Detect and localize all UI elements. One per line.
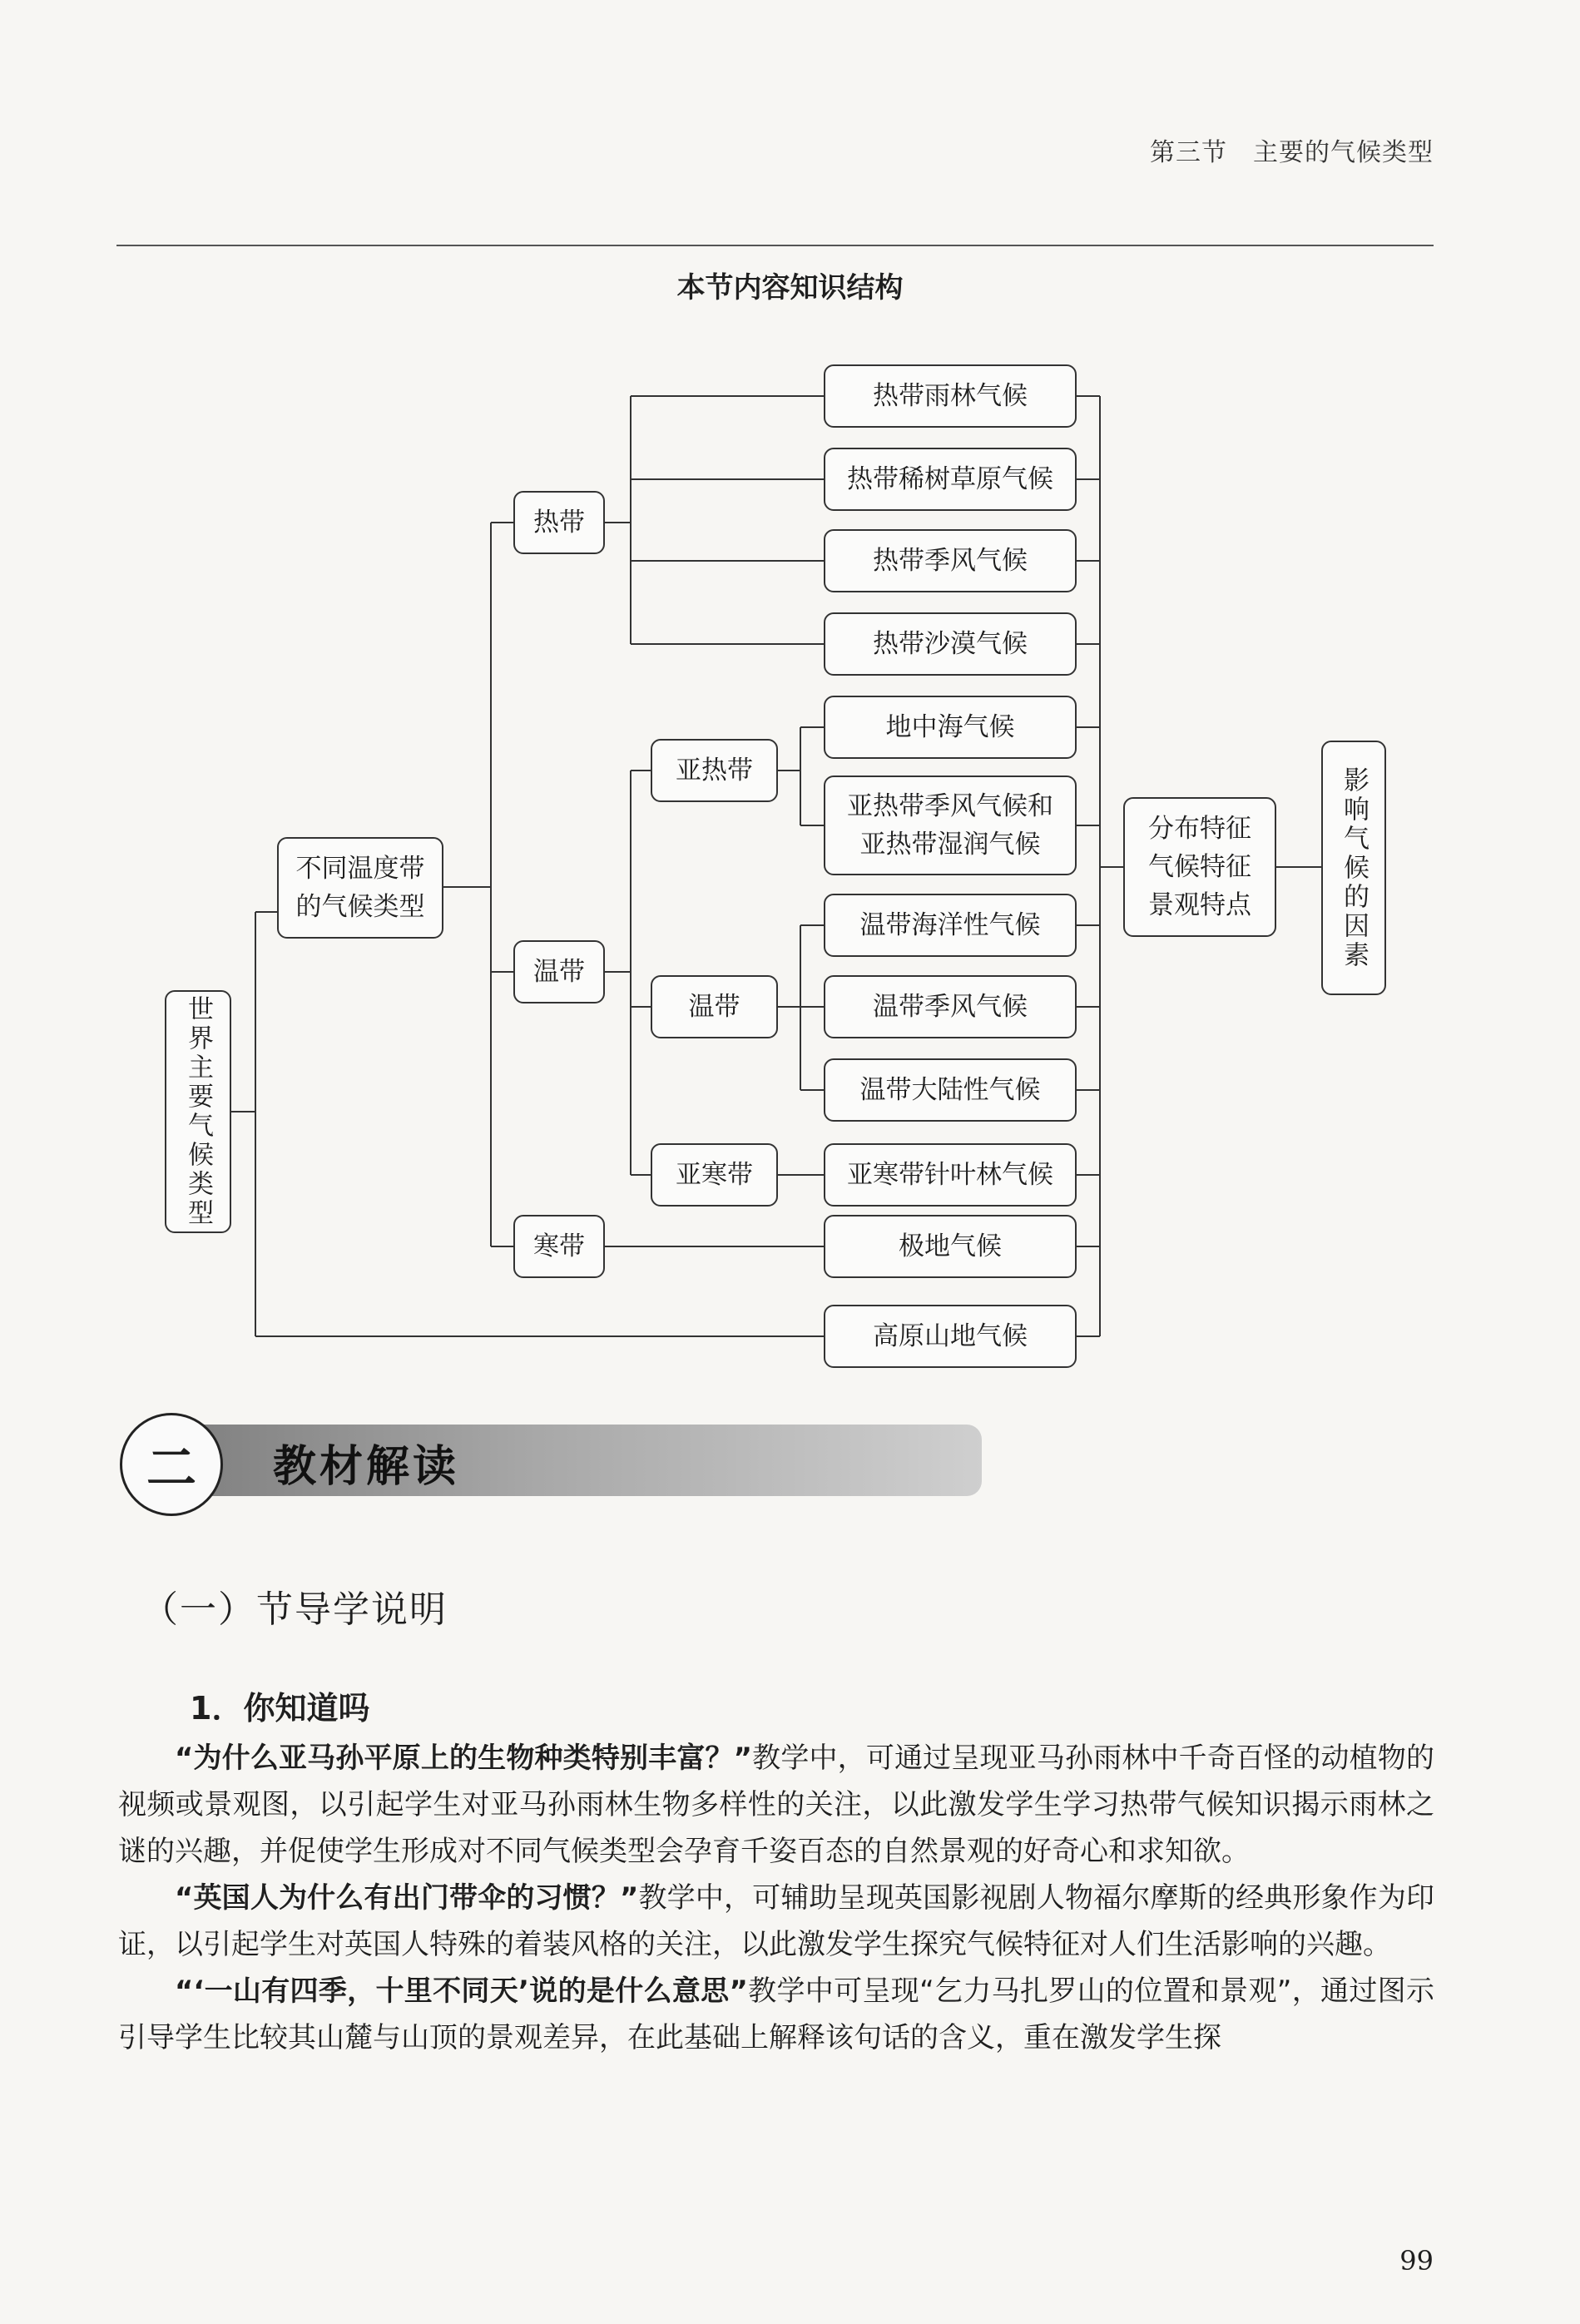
section-title: 教材解读 bbox=[273, 1442, 460, 1492]
paragraph-3-question: “‘一山有四季，十里不同天’说的是什么意思” bbox=[175, 1975, 748, 2008]
header-rule bbox=[116, 245, 1434, 246]
node-temperature-zone-types: 不同温度带 的气候类型 bbox=[277, 837, 443, 939]
diagram-title: 本节内容知识结构 bbox=[676, 271, 904, 305]
node-temperate: 温带 bbox=[513, 940, 605, 1003]
paragraph-2 bbox=[118, 1875, 1434, 1968]
paragraph-1 bbox=[118, 1735, 1434, 1875]
node-subarctic: 亚寒带 bbox=[651, 1143, 778, 1207]
section-number: 二 bbox=[120, 1413, 223, 1516]
node-temperate-sub: 温带 bbox=[651, 975, 778, 1038]
page-number: 99 bbox=[1399, 2245, 1434, 2277]
node-root: 世界主要气候类型 bbox=[165, 990, 231, 1233]
paragraph-1-text: 教学中，可通过呈现亚马孙雨林中千奇百怪的动植物的视频或景观图，以引起学生对亚马孙雨林生物多样性的关注，以此激发学生学习热带气候知识揭示雨林之谜的兴趣，并促使学生形成对不同气候类型会孕育千姿百态的自然景观的好奇心和求知欲。 bbox=[118, 1742, 1434, 1868]
node-temperate-continental: 温带大陆性气候 bbox=[824, 1058, 1077, 1122]
knowledge-structure-diagram bbox=[0, 316, 1580, 1398]
paragraph-1-question: “为什么亚马孙平原上的生物种类特别丰富？” bbox=[175, 1742, 753, 1775]
node-highland: 高原山地气候 bbox=[824, 1305, 1077, 1368]
node-polar: 极地气候 bbox=[824, 1215, 1077, 1278]
body-text bbox=[118, 1735, 1434, 2061]
section-banner bbox=[116, 1406, 982, 1514]
node-frigid: 寒带 bbox=[513, 1215, 605, 1278]
paragraph-3 bbox=[118, 1968, 1434, 2061]
node-influencing-factors: 影响气候的因素 bbox=[1321, 741, 1386, 995]
node-savanna: 热带稀树草原气候 bbox=[824, 448, 1077, 511]
paragraph-2-text: 教学中，可辅助呈现英国影视剧人物福尔摩斯的经典形象作为印证，以引起学生对英国人特殊的着装风格的关注，以此激发学生探究气候特征对人们生活影响的兴趣。 bbox=[118, 1881, 1434, 1961]
node-temperate-monsoon: 温带季风气候 bbox=[824, 975, 1077, 1038]
paragraph-3-text: 教学中可呈现“乞力马扎罗山的位置和景观”，通过图示引导学生比较其山麓与山顶的景观差异，在此基础上解释该句话的含义，重在激发学生探 bbox=[118, 1975, 1434, 2054]
node-taiga: 亚寒带针叶林气候 bbox=[824, 1143, 1077, 1207]
node-features: 分布特征 气候特征 景观特点 bbox=[1123, 797, 1276, 937]
subsection-heading: （一）节导学说明 bbox=[141, 1588, 448, 1631]
node-rainforest: 热带雨林气候 bbox=[824, 364, 1077, 428]
node-tropical-desert: 热带沙漠气候 bbox=[824, 612, 1077, 676]
paragraph-2-question: “英国人为什么有出门带伞的习惯？” bbox=[175, 1881, 639, 1915]
item-heading: 1．你知道吗 bbox=[190, 1690, 370, 1727]
node-mediterranean: 地中海气候 bbox=[824, 696, 1077, 759]
node-subtropical: 亚热带 bbox=[651, 739, 778, 802]
node-temperate-marine: 温带海洋性气候 bbox=[824, 894, 1077, 957]
node-tropical: 热带 bbox=[513, 491, 605, 554]
node-subtropical-monsoon: 亚热带季风气候和 亚热带湿润气候 bbox=[824, 775, 1077, 875]
running-head: 第三节 主要的气候类型 bbox=[1150, 138, 1434, 167]
node-tropical-monsoon: 热带季风气候 bbox=[824, 529, 1077, 592]
